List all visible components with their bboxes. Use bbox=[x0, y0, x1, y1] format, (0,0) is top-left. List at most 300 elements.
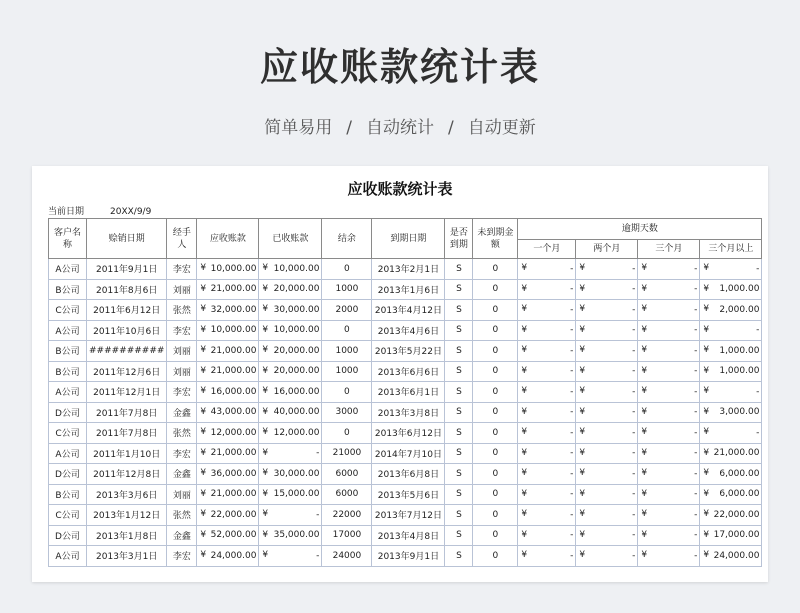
cell-is-due: S bbox=[445, 320, 473, 341]
cell-overdue-1m bbox=[518, 484, 576, 505]
currency-symbol: ¥ bbox=[703, 509, 710, 519]
currency-symbol: ¥ bbox=[262, 345, 269, 355]
cell-customer: B公司 bbox=[49, 341, 87, 362]
cell-value: 22,000.00 bbox=[210, 509, 257, 520]
cell-received bbox=[259, 361, 322, 382]
currency-symbol: ¥ bbox=[703, 468, 710, 478]
cell-value: - bbox=[694, 468, 698, 479]
cell-value: 3,000.00 bbox=[719, 407, 760, 418]
subtitle-part-1: 简单易用 bbox=[264, 118, 333, 138]
cell-receivable bbox=[197, 402, 259, 423]
cell-value: - bbox=[570, 509, 574, 520]
cell-receivable bbox=[197, 525, 259, 546]
cell-not-due: 0 bbox=[473, 443, 518, 464]
cell-customer: D公司 bbox=[49, 525, 87, 546]
currency-symbol: ¥ bbox=[641, 468, 648, 478]
currency-symbol: ¥ bbox=[200, 427, 207, 437]
currency-symbol: ¥ bbox=[262, 324, 269, 335]
cell-value: - bbox=[632, 284, 636, 295]
cell-value: 20,000.00 bbox=[273, 284, 320, 295]
cell-overdue-3m-plus bbox=[700, 402, 762, 423]
cell-receivable bbox=[197, 259, 259, 280]
cell-overdue-3m-plus bbox=[700, 546, 762, 567]
cell-sale-date: 2011年6月12日 bbox=[87, 300, 167, 321]
currency-symbol: ¥ bbox=[521, 427, 528, 437]
cell-value: - bbox=[632, 468, 636, 479]
cell-overdue-1m bbox=[518, 259, 576, 280]
cell-value: - bbox=[570, 550, 574, 561]
cell-customer: A公司 bbox=[49, 320, 87, 341]
currency-symbol: ¥ bbox=[521, 406, 528, 417]
cell-value: 24,000.00 bbox=[713, 550, 760, 561]
cell-received bbox=[259, 341, 322, 362]
cell-sale-date: 2011年12月6日 bbox=[87, 361, 167, 382]
cell-value: - bbox=[570, 325, 574, 336]
cell-received bbox=[259, 423, 322, 444]
cell-is-due: S bbox=[445, 464, 473, 485]
cell-balance: 2000 bbox=[322, 300, 372, 321]
table-row bbox=[49, 402, 762, 423]
cell-overdue-2m bbox=[576, 402, 638, 423]
currency-symbol: ¥ bbox=[521, 345, 528, 355]
cell-value: - bbox=[632, 386, 636, 397]
cell-is-due: S bbox=[445, 484, 473, 505]
cell-overdue-2m bbox=[576, 525, 638, 546]
cell-overdue-3m bbox=[638, 402, 700, 423]
cell-due-date: 2013年2月1日 bbox=[372, 259, 445, 280]
currency-symbol: ¥ bbox=[200, 550, 207, 560]
cell-overdue-1m bbox=[518, 505, 576, 526]
currency-symbol: ¥ bbox=[521, 283, 528, 294]
cell-balance: 3000 bbox=[322, 402, 372, 423]
cell-customer: A公司 bbox=[49, 443, 87, 464]
cell-overdue-3m bbox=[638, 464, 700, 485]
cell-overdue-2m bbox=[576, 464, 638, 485]
cell-value: - bbox=[632, 304, 636, 315]
cell-value: - bbox=[632, 509, 636, 520]
cell-sale-date: 2013年1月8日 bbox=[87, 525, 167, 546]
col-header-overdue-3m-plus: 三个月以上 bbox=[700, 240, 762, 259]
cell-value: - bbox=[756, 427, 760, 438]
currency-symbol: ¥ bbox=[262, 263, 269, 273]
cell-overdue-3m bbox=[638, 382, 700, 403]
currency-symbol: ¥ bbox=[200, 283, 207, 294]
cell-handler: 李宏 bbox=[167, 546, 197, 567]
cell-handler: 李宏 bbox=[167, 382, 197, 403]
cell-handler: 刘丽 bbox=[167, 361, 197, 382]
cell-overdue-3m bbox=[638, 423, 700, 444]
cell-balance: 0 bbox=[322, 320, 372, 341]
cell-not-due: 0 bbox=[473, 484, 518, 505]
cell-handler: 金鑫 bbox=[167, 464, 197, 485]
cell-received bbox=[259, 279, 322, 300]
table-row bbox=[49, 279, 762, 300]
cell-overdue-1m bbox=[518, 423, 576, 444]
currency-symbol: ¥ bbox=[641, 304, 648, 314]
currency-symbol: ¥ bbox=[579, 488, 586, 499]
currency-symbol: ¥ bbox=[641, 324, 648, 335]
currency-symbol: ¥ bbox=[262, 550, 269, 560]
cell-overdue-3m-plus bbox=[700, 423, 762, 444]
cell-customer: D公司 bbox=[49, 402, 87, 423]
subtitle-separator: / bbox=[346, 118, 352, 138]
header-row bbox=[49, 219, 762, 240]
table-row bbox=[49, 443, 762, 464]
cell-balance: 22000 bbox=[322, 505, 372, 526]
cell-received bbox=[259, 443, 322, 464]
currency-symbol: ¥ bbox=[262, 447, 269, 458]
cell-is-due: S bbox=[445, 505, 473, 526]
cell-value: - bbox=[316, 550, 320, 561]
cell-is-due: S bbox=[445, 423, 473, 444]
cell-value: 20,000.00 bbox=[273, 366, 320, 377]
cell-handler: 李宏 bbox=[167, 259, 197, 280]
currency-symbol: ¥ bbox=[521, 365, 528, 376]
cell-not-due: 0 bbox=[473, 546, 518, 567]
cell-value: 1,000.00 bbox=[719, 366, 760, 377]
cell-value: - bbox=[570, 530, 574, 541]
cell-due-date: 2013年1月6日 bbox=[372, 279, 445, 300]
cell-value: - bbox=[316, 448, 320, 459]
cell-balance: 0 bbox=[322, 423, 372, 444]
cell-receivable bbox=[197, 341, 259, 362]
cell-received bbox=[259, 382, 322, 403]
currency-symbol: ¥ bbox=[579, 386, 586, 396]
cell-overdue-1m bbox=[518, 382, 576, 403]
cell-value: 52,000.00 bbox=[210, 530, 257, 541]
cell-balance: 0 bbox=[322, 259, 372, 280]
cell-value: - bbox=[570, 366, 574, 377]
cell-is-due: S bbox=[445, 525, 473, 546]
cell-overdue-3m-plus bbox=[700, 300, 762, 321]
cell-overdue-2m bbox=[576, 341, 638, 362]
col-header-balance: 结余 bbox=[322, 219, 372, 259]
currency-symbol: ¥ bbox=[641, 427, 648, 437]
cell-receivable bbox=[197, 423, 259, 444]
cell-value: - bbox=[694, 448, 698, 459]
cell-sale-date: 2013年3月6日 bbox=[87, 484, 167, 505]
currency-symbol: ¥ bbox=[521, 488, 528, 499]
currency-symbol: ¥ bbox=[579, 550, 586, 560]
cell-value: - bbox=[570, 386, 574, 397]
cell-received bbox=[259, 402, 322, 423]
cell-overdue-3m-plus bbox=[700, 443, 762, 464]
cell-value: - bbox=[694, 530, 698, 541]
cell-overdue-2m bbox=[576, 505, 638, 526]
currency-symbol: ¥ bbox=[579, 406, 586, 417]
cell-value: - bbox=[632, 407, 636, 418]
cell-value: 10,000.00 bbox=[210, 325, 257, 336]
cell-value: 21,000.00 bbox=[713, 448, 760, 459]
page-title: 应收账款统计表 bbox=[259, 45, 540, 89]
cell-value: 12,000.00 bbox=[210, 427, 257, 438]
cell-due-date: 2013年4月6日 bbox=[372, 320, 445, 341]
cell-overdue-1m bbox=[518, 320, 576, 341]
cell-value: 12,000.00 bbox=[273, 427, 320, 438]
col-header-receivable: 应收账款 bbox=[197, 219, 259, 259]
cell-not-due: 0 bbox=[473, 279, 518, 300]
cell-overdue-1m bbox=[518, 341, 576, 362]
cell-overdue-3m bbox=[638, 443, 700, 464]
col-header-not-due-amount: 未到期金额 bbox=[473, 219, 518, 259]
cell-balance: 6000 bbox=[322, 464, 372, 485]
cell-overdue-3m-plus bbox=[700, 341, 762, 362]
cell-value: - bbox=[570, 345, 574, 356]
table-row bbox=[49, 505, 762, 526]
cell-value: 16,000.00 bbox=[273, 386, 320, 397]
cell-overdue-2m bbox=[576, 259, 638, 280]
page-subtitle bbox=[0, 113, 800, 138]
currency-symbol: ¥ bbox=[521, 263, 528, 273]
currency-symbol: ¥ bbox=[521, 509, 528, 519]
cell-overdue-3m bbox=[638, 300, 700, 321]
currency-symbol: ¥ bbox=[703, 427, 710, 437]
cell-customer: B公司 bbox=[49, 361, 87, 382]
cell-overdue-3m-plus bbox=[700, 279, 762, 300]
cell-received bbox=[259, 546, 322, 567]
currency-symbol: ¥ bbox=[579, 304, 586, 314]
col-header-sale-date: 赊销日期 bbox=[87, 219, 167, 259]
cell-sale-date: 2013年3月1日 bbox=[87, 546, 167, 567]
cell-value: - bbox=[694, 284, 698, 295]
cell-value: 10,000.00 bbox=[273, 325, 320, 336]
currency-symbol: ¥ bbox=[521, 324, 528, 335]
cell-overdue-3m bbox=[638, 279, 700, 300]
cell-value: - bbox=[570, 448, 574, 459]
table-row bbox=[49, 423, 762, 444]
col-header-customer: 客户名称 bbox=[49, 219, 87, 259]
cell-value: - bbox=[694, 366, 698, 377]
cell-customer: C公司 bbox=[49, 300, 87, 321]
cell-value: - bbox=[632, 366, 636, 377]
cell-not-due: 0 bbox=[473, 361, 518, 382]
currency-symbol: ¥ bbox=[703, 304, 710, 314]
cell-not-due: 0 bbox=[473, 402, 518, 423]
currency-symbol: ¥ bbox=[703, 283, 710, 294]
cell-value: 10,000.00 bbox=[273, 263, 320, 274]
cell-value: 15,000.00 bbox=[273, 489, 320, 500]
cell-value: - bbox=[632, 448, 636, 459]
cell-due-date: 2013年7月12日 bbox=[372, 505, 445, 526]
currency-symbol: ¥ bbox=[262, 529, 269, 540]
cell-balance: 1000 bbox=[322, 361, 372, 382]
cell-overdue-2m bbox=[576, 546, 638, 567]
cell-overdue-1m bbox=[518, 464, 576, 485]
cell-sale-date: ########## bbox=[87, 341, 167, 362]
cell-received bbox=[259, 259, 322, 280]
cell-value: 16,000.00 bbox=[210, 386, 257, 397]
table-row bbox=[49, 382, 762, 403]
cell-overdue-3m bbox=[638, 259, 700, 280]
cell-received bbox=[259, 320, 322, 341]
cell-value: 21,000.00 bbox=[210, 448, 257, 459]
cell-value: - bbox=[694, 489, 698, 500]
col-header-overdue-2m: 两个月 bbox=[576, 240, 638, 259]
cell-receivable bbox=[197, 464, 259, 485]
cell-value: - bbox=[632, 427, 636, 438]
table-row bbox=[49, 361, 762, 382]
cell-overdue-1m bbox=[518, 300, 576, 321]
cell-value: 21,000.00 bbox=[210, 284, 257, 295]
cell-overdue-3m-plus bbox=[700, 484, 762, 505]
table-body bbox=[49, 259, 762, 567]
cell-customer: B公司 bbox=[49, 279, 87, 300]
cell-sale-date: 2011年12月1日 bbox=[87, 382, 167, 403]
cell-overdue-1m bbox=[518, 402, 576, 423]
cell-overdue-1m bbox=[518, 525, 576, 546]
cell-not-due: 0 bbox=[473, 320, 518, 341]
cell-sale-date: 2011年1月10日 bbox=[87, 443, 167, 464]
cell-is-due: S bbox=[445, 546, 473, 567]
cell-value: 43,000.00 bbox=[210, 407, 257, 418]
cell-value: - bbox=[694, 550, 698, 561]
cell-due-date: 2013年4月12日 bbox=[372, 300, 445, 321]
currency-symbol: ¥ bbox=[641, 283, 648, 294]
sheet-title: 应收账款统计表 bbox=[347, 180, 453, 198]
cell-overdue-3m bbox=[638, 505, 700, 526]
cell-value: 1,000.00 bbox=[719, 284, 760, 295]
currency-symbol: ¥ bbox=[200, 324, 207, 335]
cell-overdue-2m bbox=[576, 382, 638, 403]
cell-overdue-3m-plus bbox=[700, 382, 762, 403]
currency-symbol: ¥ bbox=[641, 406, 648, 417]
cell-customer: B公司 bbox=[49, 484, 87, 505]
currency-symbol: ¥ bbox=[200, 345, 207, 355]
cell-sale-date: 2011年7月8日 bbox=[87, 402, 167, 423]
cell-value: 30,000.00 bbox=[273, 304, 320, 315]
cell-overdue-1m bbox=[518, 361, 576, 382]
cell-value: 36,000.00 bbox=[210, 468, 257, 479]
table-row bbox=[49, 320, 762, 341]
cell-overdue-3m-plus bbox=[700, 464, 762, 485]
cell-is-due: S bbox=[445, 382, 473, 403]
col-header-due-date: 到期日期 bbox=[372, 219, 445, 259]
cell-value: - bbox=[570, 489, 574, 500]
cell-handler: 李宏 bbox=[167, 320, 197, 341]
cell-handler: 张然 bbox=[167, 423, 197, 444]
cell-value: 24,000.00 bbox=[210, 550, 257, 561]
cell-value: - bbox=[632, 325, 636, 336]
currency-symbol: ¥ bbox=[579, 324, 586, 335]
cell-due-date: 2013年9月1日 bbox=[372, 546, 445, 567]
col-header-is-due: 是否到期 bbox=[445, 219, 473, 259]
cell-not-due: 0 bbox=[473, 300, 518, 321]
currency-symbol: ¥ bbox=[521, 304, 528, 314]
cell-balance: 1000 bbox=[322, 279, 372, 300]
cell-not-due: 0 bbox=[473, 341, 518, 362]
cell-due-date: 2013年4月8日 bbox=[372, 525, 445, 546]
cell-is-due: S bbox=[445, 279, 473, 300]
cell-value: - bbox=[632, 550, 636, 561]
table-row bbox=[49, 464, 762, 485]
cell-balance: 6000 bbox=[322, 484, 372, 505]
cell-value: 21,000.00 bbox=[210, 345, 257, 356]
cell-overdue-1m bbox=[518, 443, 576, 464]
cell-due-date: 2013年6月1日 bbox=[372, 382, 445, 403]
currency-symbol: ¥ bbox=[262, 406, 269, 417]
currency-symbol: ¥ bbox=[641, 509, 648, 519]
currency-symbol: ¥ bbox=[262, 283, 269, 294]
cell-due-date: 2013年3月8日 bbox=[372, 402, 445, 423]
currency-symbol: ¥ bbox=[641, 550, 648, 560]
cell-received bbox=[259, 525, 322, 546]
cell-value: 32,000.00 bbox=[210, 304, 257, 315]
cell-value: - bbox=[694, 509, 698, 520]
currency-symbol: ¥ bbox=[262, 304, 269, 314]
cell-received bbox=[259, 505, 322, 526]
cell-balance: 24000 bbox=[322, 546, 372, 567]
cell-received bbox=[259, 484, 322, 505]
cell-value: 21,000.00 bbox=[210, 489, 257, 500]
cell-receivable bbox=[197, 320, 259, 341]
cell-overdue-3m bbox=[638, 484, 700, 505]
cell-value: 6,000.00 bbox=[719, 468, 760, 479]
cell-value: - bbox=[632, 530, 636, 541]
cell-balance: 17000 bbox=[322, 525, 372, 546]
cell-sale-date: 2011年12月8日 bbox=[87, 464, 167, 485]
currency-symbol: ¥ bbox=[641, 263, 648, 273]
cell-receivable bbox=[197, 300, 259, 321]
cell-receivable bbox=[197, 443, 259, 464]
cell-value: 21,000.00 bbox=[210, 366, 257, 377]
cell-overdue-3m bbox=[638, 320, 700, 341]
currency-symbol: ¥ bbox=[200, 406, 207, 417]
subtitle-part-2: 自动统计 bbox=[366, 118, 434, 138]
cell-value: 30,000.00 bbox=[273, 468, 320, 479]
cell-value: 22,000.00 bbox=[713, 509, 760, 520]
table-row bbox=[49, 259, 762, 280]
cell-overdue-2m bbox=[576, 361, 638, 382]
cell-value: - bbox=[632, 345, 636, 356]
col-header-received: 已收账款 bbox=[259, 219, 322, 259]
currency-symbol: ¥ bbox=[262, 488, 269, 499]
cell-value: - bbox=[570, 407, 574, 418]
spreadsheet-preview bbox=[32, 166, 768, 582]
col-header-overdue-3m: 三个月 bbox=[638, 240, 700, 259]
currency-symbol: ¥ bbox=[200, 447, 207, 458]
cell-value: - bbox=[570, 304, 574, 315]
cell-overdue-2m bbox=[576, 279, 638, 300]
currency-symbol: ¥ bbox=[521, 550, 528, 560]
cell-overdue-3m bbox=[638, 525, 700, 546]
cell-receivable bbox=[197, 505, 259, 526]
cell-value: - bbox=[756, 386, 760, 397]
cell-due-date: 2013年5月22日 bbox=[372, 341, 445, 362]
current-date-value: 20XX/9/9 bbox=[110, 207, 152, 217]
cell-not-due: 0 bbox=[473, 259, 518, 280]
currency-symbol: ¥ bbox=[262, 386, 269, 396]
currency-symbol: ¥ bbox=[579, 345, 586, 355]
cell-balance: 1000 bbox=[322, 341, 372, 362]
currency-symbol: ¥ bbox=[641, 529, 648, 540]
currency-symbol: ¥ bbox=[641, 386, 648, 396]
cell-value: - bbox=[570, 427, 574, 438]
cell-value: - bbox=[694, 386, 698, 397]
currency-symbol: ¥ bbox=[521, 468, 528, 478]
cell-is-due: S bbox=[445, 341, 473, 362]
cell-handler: 刘丽 bbox=[167, 279, 197, 300]
cell-is-due: S bbox=[445, 443, 473, 464]
currency-symbol: ¥ bbox=[200, 468, 207, 478]
currency-symbol: ¥ bbox=[703, 550, 710, 560]
cell-sale-date: 2011年7月8日 bbox=[87, 423, 167, 444]
cell-overdue-3m bbox=[638, 341, 700, 362]
cell-received bbox=[259, 300, 322, 321]
cell-balance: 21000 bbox=[322, 443, 372, 464]
cell-value: - bbox=[316, 509, 320, 520]
currency-symbol: ¥ bbox=[641, 365, 648, 376]
cell-receivable bbox=[197, 279, 259, 300]
